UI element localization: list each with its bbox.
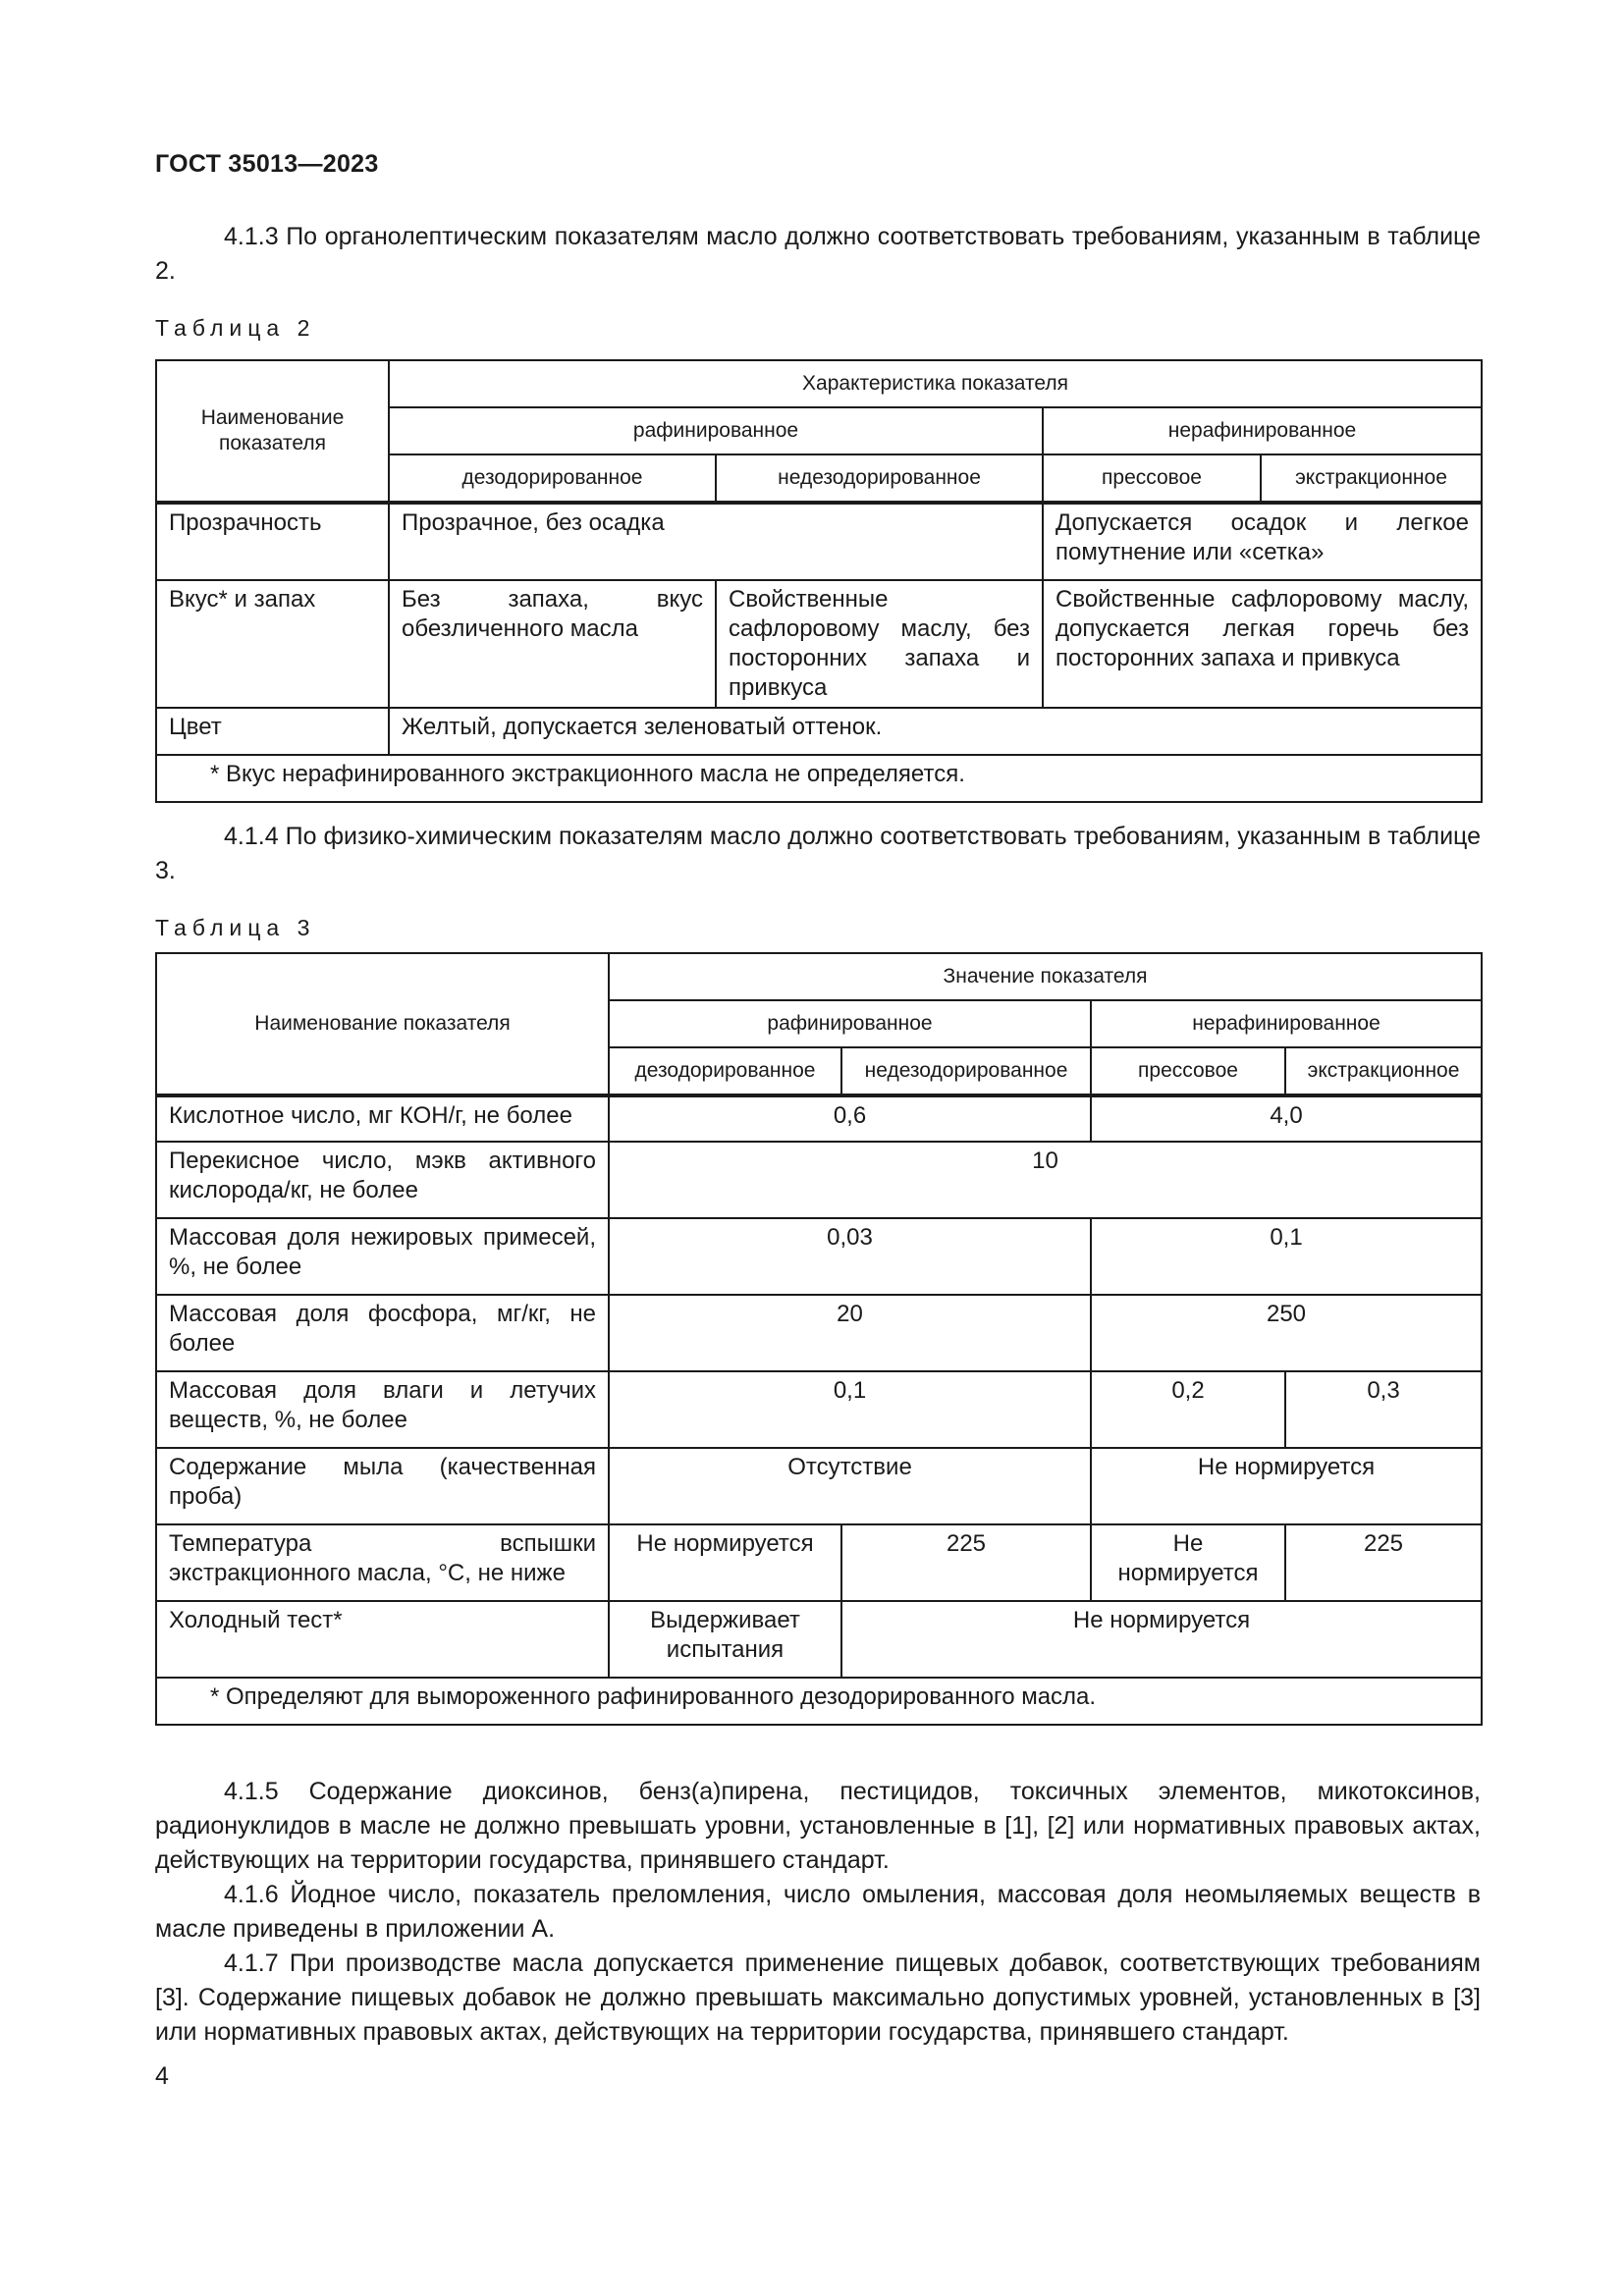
t3-row-phosphorus-refined: 20 bbox=[609, 1295, 1091, 1371]
t3-row-soap-refined: Отсутствие bbox=[609, 1448, 1091, 1524]
t2-header-pressed: прессовое bbox=[1043, 454, 1261, 503]
t2-row-taste-name: Вкус* и запах bbox=[156, 580, 389, 708]
t3-footnote: * Определяют для вымороженного рафинированного дезодорированного масла. bbox=[156, 1678, 1482, 1725]
t3-header-extracted: экстракционное bbox=[1285, 1047, 1482, 1095]
t3-row-impurities-unrefined: 0,1 bbox=[1091, 1218, 1482, 1295]
t3-row-flash-nondeodorized: 225 bbox=[841, 1524, 1091, 1601]
t2-header-name: Наименование показателя bbox=[156, 360, 389, 503]
t2-header-characteristic: Характеристика показателя bbox=[389, 360, 1482, 407]
t3-row-peroxide-name: Перекисное число, мэкв активного кислорода/кг, не более bbox=[156, 1142, 609, 1218]
paragraph-4-1-4: 4.1.4 По физико-химическим показателям масло должно соответствовать требованиям, указанным в таблице 3. bbox=[155, 823, 1481, 884]
t3-header-value: Значение показателя bbox=[609, 953, 1482, 1000]
t3-row-soap-name: Содержание мыла (качественная проба) bbox=[156, 1448, 609, 1524]
table-2 bbox=[155, 359, 1483, 803]
t3-header-unrefined: нерафинированное bbox=[1091, 1000, 1482, 1047]
t2-row-transparency-unrefined: Допускается осадок и легкое помутнение или «сетка» bbox=[1043, 503, 1482, 580]
t2-row-taste-unrefined: Свойственные сафлоровому маслу, допускается легкая горечь без посторонних запаха и привкуса bbox=[1043, 580, 1482, 708]
t2-row-taste-nondeodorized: Свойственные сафлоровому маслу, без посторонних запаха и привкуса bbox=[716, 580, 1043, 708]
standard-header: ГОСТ 35013—2023 bbox=[155, 150, 379, 178]
t3-header-refined: рафинированное bbox=[609, 1000, 1091, 1047]
t3-row-impurities-name: Массовая доля нежировых примесей, %, не более bbox=[156, 1218, 609, 1295]
paragraph-4-1-5: 4.1.5 Содержание диоксинов, бенз(а)пирена, пестицидов, токсичных элементов, микотоксинов, радионуклидов в масле не должно превышать уровни, установленные в [1], [2] или нормативных правовых актах, действующих на территории государства, принявшего стандарт. bbox=[155, 1778, 1481, 1874]
t3-row-flash-extracted: 225 bbox=[1285, 1524, 1482, 1601]
t2-header-extracted: экстракционное bbox=[1261, 454, 1482, 503]
t3-header-pressed: прессовое bbox=[1091, 1047, 1285, 1095]
t2-row-transparency-name: Прозрачность bbox=[156, 503, 389, 580]
t3-row-soap-unrefined: Не нормируется bbox=[1091, 1448, 1482, 1524]
t3-row-phosphorus-unrefined: 250 bbox=[1091, 1295, 1482, 1371]
t3-header-name: Наименование показателя bbox=[156, 953, 609, 1095]
t3-row-cold-name: Холодный тест* bbox=[156, 1601, 609, 1678]
t3-row-moisture-pressed: 0,2 bbox=[1091, 1371, 1285, 1448]
t3-row-flash-name: Температура вспышки экстракционного масла, °С, не ниже bbox=[156, 1524, 609, 1601]
t3-row-peroxide-all: 10 bbox=[609, 1142, 1482, 1218]
t3-row-flash-deodorized: Не нормируется bbox=[609, 1524, 841, 1601]
t3-row-cold-rest: Не нормируется bbox=[841, 1601, 1482, 1678]
table3-caption: Таблица 3 bbox=[155, 915, 316, 940]
t3-header-deodorized: дезодорированное bbox=[609, 1047, 841, 1095]
t2-row-transparency-refined: Прозрачное, без осадка bbox=[389, 503, 1043, 580]
t2-row-color-value: Желтый, допускается зеленоватый оттенок. bbox=[389, 708, 1482, 755]
table2-caption: Таблица 2 bbox=[155, 315, 316, 341]
t3-row-phosphorus-name: Массовая доля фосфора, мг/кг, не более bbox=[156, 1295, 609, 1371]
t3-row-moisture-extracted: 0,3 bbox=[1285, 1371, 1482, 1448]
t3-row-cold-deodorized: Выдерживает испытания bbox=[609, 1601, 841, 1678]
page-number: 4 bbox=[155, 2062, 169, 2090]
paragraph-4-1-7: 4.1.7 При производстве масла допускается применение пищевых добавок, соответствующих требованиям [3]. Содержание пищевых добавок не должно превышать максимально допустимых уровней, установленных в [3] или нормативных правовых актах, действующих на территории государства, принявшего стандарт. bbox=[155, 1949, 1481, 2046]
t2-row-color-name: Цвет bbox=[156, 708, 389, 755]
t2-row-taste-deodorized: Без запаха, вкус обезличенного масла bbox=[389, 580, 716, 708]
table-3 bbox=[155, 952, 1483, 1726]
t3-row-acid-unrefined: 4,0 bbox=[1091, 1095, 1482, 1142]
t2-header-deodorized: дезодорированное bbox=[389, 454, 716, 503]
t3-row-moisture-name: Массовая доля влаги и летучих веществ, %, не более bbox=[156, 1371, 609, 1448]
paragraph-4-1-3: 4.1.3 По органолептическим показателям масло должно соответствовать требованиям, указанным в таблице 2. bbox=[155, 223, 1481, 285]
t3-row-impurities-refined: 0,03 bbox=[609, 1218, 1091, 1295]
t3-header-nondeodorized: недезодорированное bbox=[841, 1047, 1091, 1095]
t3-row-flash-pressed: Не нормируется bbox=[1091, 1524, 1285, 1601]
t2-header-refined: рафинированное bbox=[389, 407, 1043, 454]
paragraph-4-1-6: 4.1.6 Йодное число, показатель преломления, число омыления, массовая доля неомыляемых веществ в масле приведены в приложении А. bbox=[155, 1881, 1481, 1943]
t3-row-acid-refined: 0,6 bbox=[609, 1095, 1091, 1142]
t2-header-nondeodorized: недезодорированное bbox=[716, 454, 1043, 503]
t2-footnote: * Вкус нерафинированного экстракционного масла не определяется. bbox=[156, 755, 1482, 802]
t3-row-moisture-refined: 0,1 bbox=[609, 1371, 1091, 1448]
t2-header-unrefined: нерафинированное bbox=[1043, 407, 1482, 454]
t3-row-acid-name: Кислотное число, мг КОН/г, не более bbox=[156, 1095, 609, 1142]
